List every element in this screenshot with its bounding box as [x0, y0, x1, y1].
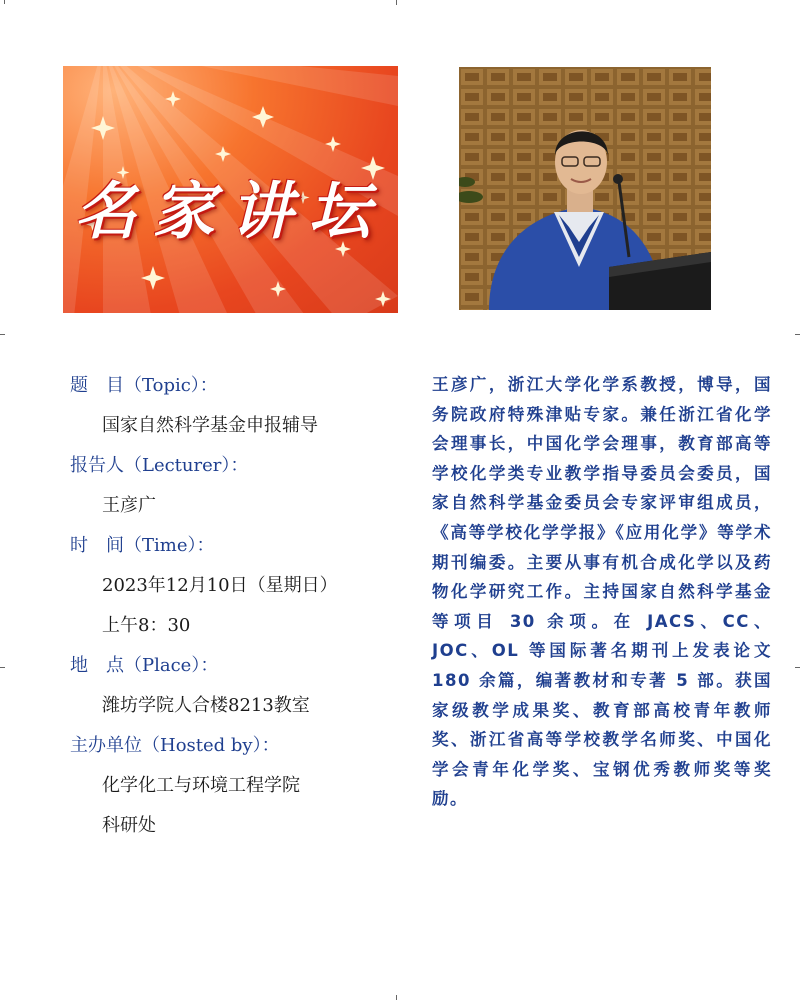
crop-mark — [0, 0, 5, 4]
crop-mark — [795, 329, 800, 335]
lecturer-label: 报告人（Lecturer）： — [70, 455, 249, 476]
crop-mark — [0, 329, 5, 335]
topic-label: 题 目（Topic）： — [70, 375, 218, 396]
banner-title: 名家讲坛 — [74, 174, 387, 248]
place-value: 潍坊学院人合楼8213教室 — [102, 695, 310, 716]
lecturer-value: 王彦广 — [102, 495, 156, 516]
topic-value: 国家自然科学基金申报辅导 — [102, 415, 318, 436]
lecture-banner — [63, 66, 398, 313]
time-clock-value: 上午8：30 — [102, 615, 191, 636]
crop-mark — [795, 662, 800, 668]
crop-mark — [0, 662, 5, 668]
host-value-1: 化学化工与环境工程学院 — [102, 775, 300, 796]
speaker-photo — [459, 67, 711, 310]
place-label: 地 点（Place）： — [70, 655, 219, 676]
time-date-value: 2023年12月10日（星期日） — [102, 575, 338, 596]
crop-mark — [396, 995, 402, 1000]
crop-mark — [396, 0, 402, 5]
speaker-biography: 王彦广，浙江大学化学系教授，博导，国务院政府特殊津贴专家。兼任浙江省化学会理事长，中国化学会理事，教育部高等学校化学类专业教学指导委员会委员，国家自然科学基金委员会专家评审组成员，《高等学校化学学报》《应用化学》等学术期刊编委。主要从事有机合成化学以及药物化学研究工作。主持国家自然科学基金等项目 30 余项。在 JACS、CC、JOC、OL 等国际著名期刊上发表论文 180 余篇，编著教材和专著 5 部。获国家级教学成果奖、教育部高校青年教师奖、浙江省高等学校教学名师奖、中国化学会青年化学奖、宝钢优秀教师奖等奖励。 — [432, 375, 772, 809]
lecture-info — [70, 372, 400, 852]
time-label: 时 间（Time）： — [70, 535, 215, 556]
host-label: 主办单位（Hosted by）： — [70, 735, 280, 756]
host-value-2: 科研处 — [102, 815, 156, 836]
